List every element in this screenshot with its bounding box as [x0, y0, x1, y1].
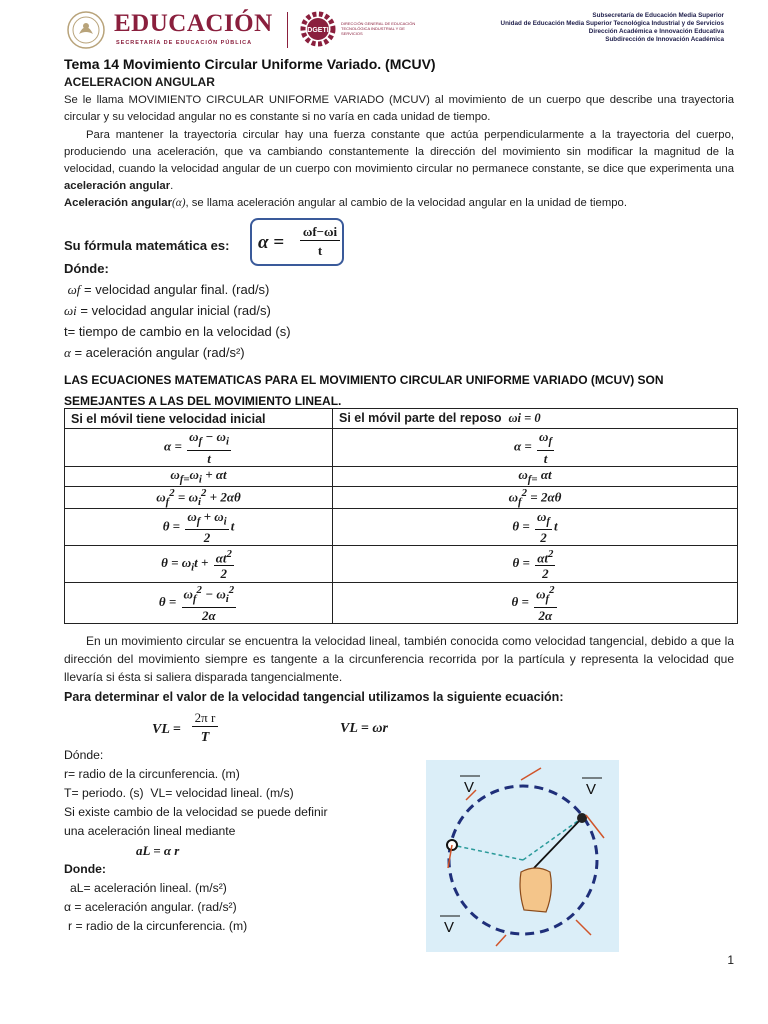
definition-text: = velocidad angular final. (rad/s): [80, 282, 270, 297]
lower-definitions: [64, 746, 424, 936]
table-row: [65, 466, 738, 486]
equation-cell: $\omega_{f=}$ αt: [333, 466, 738, 486]
equations-table: [64, 408, 738, 624]
table-row: [65, 486, 738, 508]
mexico-seal-icon: [66, 10, 106, 50]
table-header-left: Si el móvil tiene velocidad inicial: [65, 409, 333, 429]
page-title: Tema 14 Movimiento Circular Uniforme Variado. (MCUV): [64, 56, 436, 72]
table-row: [65, 508, 738, 546]
circular-motion-figure: [426, 760, 619, 952]
definition-symbol: ωi: [64, 303, 77, 318]
donde-label: Donde:: [64, 862, 106, 876]
vl-equation-2: VL = ωr: [340, 721, 388, 736]
definition-symbol: ωf: [67, 282, 81, 297]
definition-item: r = radio de la circunferencia. (m): [68, 919, 248, 933]
dgeti-gear-logo-icon: [300, 11, 336, 47]
vl-denominator: T: [200, 730, 210, 745]
header-right-text: [501, 12, 724, 44]
table-header-row: [65, 409, 738, 429]
equation-cell: θ = $\frac{\omega_f}{2}$ t: [333, 508, 738, 546]
alpha-symbol: (α): [172, 197, 186, 209]
definition-text: VL= velocidad lineal. (m/s): [150, 786, 294, 800]
dgeti-caption: DIRECCIÓN GENERAL DE EDUCACIÓN TECNOLÓGICA INDUSTRIAL Y DE SERVICIOS: [341, 21, 416, 36]
table-header-eq: ωi = 0: [508, 411, 541, 425]
table-row: [65, 429, 738, 467]
page-header: [62, 8, 724, 52]
paragraph-bold: aceleración angular: [64, 180, 171, 192]
vl-numerator: 2π r: [192, 710, 218, 727]
definition-text: = aceleración angular (rad/s²): [70, 345, 245, 360]
paragraph-text: .: [170, 180, 174, 192]
paragraph-angular-accel: [64, 195, 734, 212]
definition-item: aL= aceleración lineal. (m/s²): [70, 881, 227, 895]
equation-cell: θ = $\frac{\omega_f^2}{2\alpha}$: [333, 583, 738, 624]
definition-text: t= tiempo de cambio en la velocidad (s): [64, 324, 291, 339]
paragraph-bold: Aceleración angular: [64, 197, 172, 209]
definition-item: [64, 784, 424, 803]
header-line: Subdirección de Innovación Académica: [605, 36, 724, 43]
equation-cell: θ = $\frac{\omega_f + \omega_i}{2}$ t: [65, 508, 333, 546]
header-line: Unidad de Educación Media Superior Tecnológica Industrial y de Servicios: [500, 20, 724, 27]
equation-cell: θ = $\frac{\alpha t^2}{2}$: [333, 546, 738, 583]
paragraph-text: , se llama aceleración angular al cambio de la velocidad angular en la unidad de tiempo.: [185, 197, 627, 209]
vector-label-v: V: [444, 919, 455, 936]
definition-list: [64, 258, 734, 363]
vl-lhs: VL =: [152, 722, 181, 737]
definition-item: [64, 300, 734, 321]
donde-label: Dónde:: [64, 748, 104, 762]
paragraph-tangential: En un movimiento circular se encuentra la velocidad lineal, también conocida como velocidad tangencial, debido a que la dirección del movimiento siempre es tangente a la circunferencia recorrida por la partícula y representa la velocidad que llevaría si ésta si saliera disparada tangencialmente.: [64, 634, 734, 684]
formula-numerator: ωf−ωi: [300, 224, 340, 241]
equation-cell: α = $\frac{\omega_f}{t}$: [333, 429, 738, 467]
vl-equation-1: [152, 710, 232, 750]
formula-label: Su fórmula matemática es:: [64, 238, 230, 253]
ball: [577, 813, 587, 823]
equation-cell: $\theta = \omega_it$ + $\frac{\alpha t^2}{2}$: [65, 546, 333, 583]
paragraph-mcuv-definition: Se le llama MOVIMIENTO CIRCULAR UNIFORME VARIADO (MCUV) al movimiento de un cuerpo que describe una trayectoria circular y su velocidad angular no es constante si no varía en cada unidad de tiempo.: [64, 94, 734, 123]
table-row: [65, 583, 738, 624]
definition-item: una aceleración lineal mediante: [64, 824, 236, 838]
page-number: 1: [727, 953, 734, 967]
definition-item: [64, 342, 734, 363]
equation-cell: $\omega_f^2 = 2\alpha\theta$: [333, 486, 738, 508]
table-header-text: Si el móvil parte del reposo: [339, 411, 502, 425]
table-header-right: [333, 409, 738, 429]
equation-cell: α = $\frac{\omega_f - \omega_i}{t}$: [65, 429, 333, 467]
vector-label-v: V: [586, 781, 597, 798]
vector-label-v: V: [464, 779, 475, 796]
definition-text: = velocidad angular inicial (rad/s): [76, 303, 271, 318]
definition-item: [64, 279, 734, 300]
section-subtitle: ACELERACION ANGULAR: [64, 75, 215, 89]
definition-symbol: α: [64, 345, 71, 360]
hand-icon: [520, 868, 551, 912]
paragraph-force: [64, 127, 734, 195]
definition-text: T= periodo. (s): [64, 786, 144, 800]
formula-denominator: t: [317, 243, 323, 258]
equations-heading: LAS ECUACIONES MATEMATICAS PARA EL MOVIMIENTO CIRCULAR UNIFORME VARIADO (MCUV) SON SEMEJANTES A LAS DEL MOVIMIENTO LINEAL.: [64, 373, 664, 408]
header-line: Dirección Académica e Innovación Educativa: [588, 28, 724, 35]
equation-cell: $\omega_f^2 = \omega_i^2 + 2\alpha\theta$: [65, 486, 333, 508]
tangential-heading: Para determinar el valor de la velocidad tangencial utilizamos la siguiente ecuación:: [64, 690, 564, 704]
donde-label: Dónde:: [64, 261, 109, 276]
definition-item: α = aceleración angular. (rad/s²): [64, 900, 237, 914]
equation-cell: θ = $\frac{\omega_f^2 - \omega_i^2}{2\alpha}$: [65, 583, 333, 624]
header-line: Subsecretaría de Educación Media Superior: [592, 12, 724, 19]
equation-cell: $\omega_{f=}\omega_i + \alpha t$: [65, 466, 333, 486]
header-divider: [287, 12, 288, 48]
definition-item: Si existe cambio de la velocidad se puede definir: [64, 805, 328, 819]
svg-text:DGETI: DGETI: [307, 27, 329, 34]
al-equation: aL = α r: [136, 843, 180, 858]
table-row: [65, 546, 738, 583]
formula-lhs: α =: [258, 232, 285, 253]
brand-title: EDUCACIÓN: [114, 10, 273, 37]
brand-subtitle: SECRETARÍA DE EDUCACIÓN PÚBLICA: [116, 40, 253, 46]
paragraph-text: Para mantener la trayectoria circular hay una fuerza constante que actúa perpendicularmente a la trayectoria del cuerpo, produciendo una aceleración, que va cambiando constantemente la dirección del movimiento sin modificar la magnitud de la velocidad, cuando la velocidad angular de un cuerpo con movimiento circular no permanece constante, se dice que experimenta una: [64, 129, 734, 175]
definition-item: r= radio de la circunferencia. (m): [64, 767, 240, 781]
definition-item: [64, 321, 734, 342]
